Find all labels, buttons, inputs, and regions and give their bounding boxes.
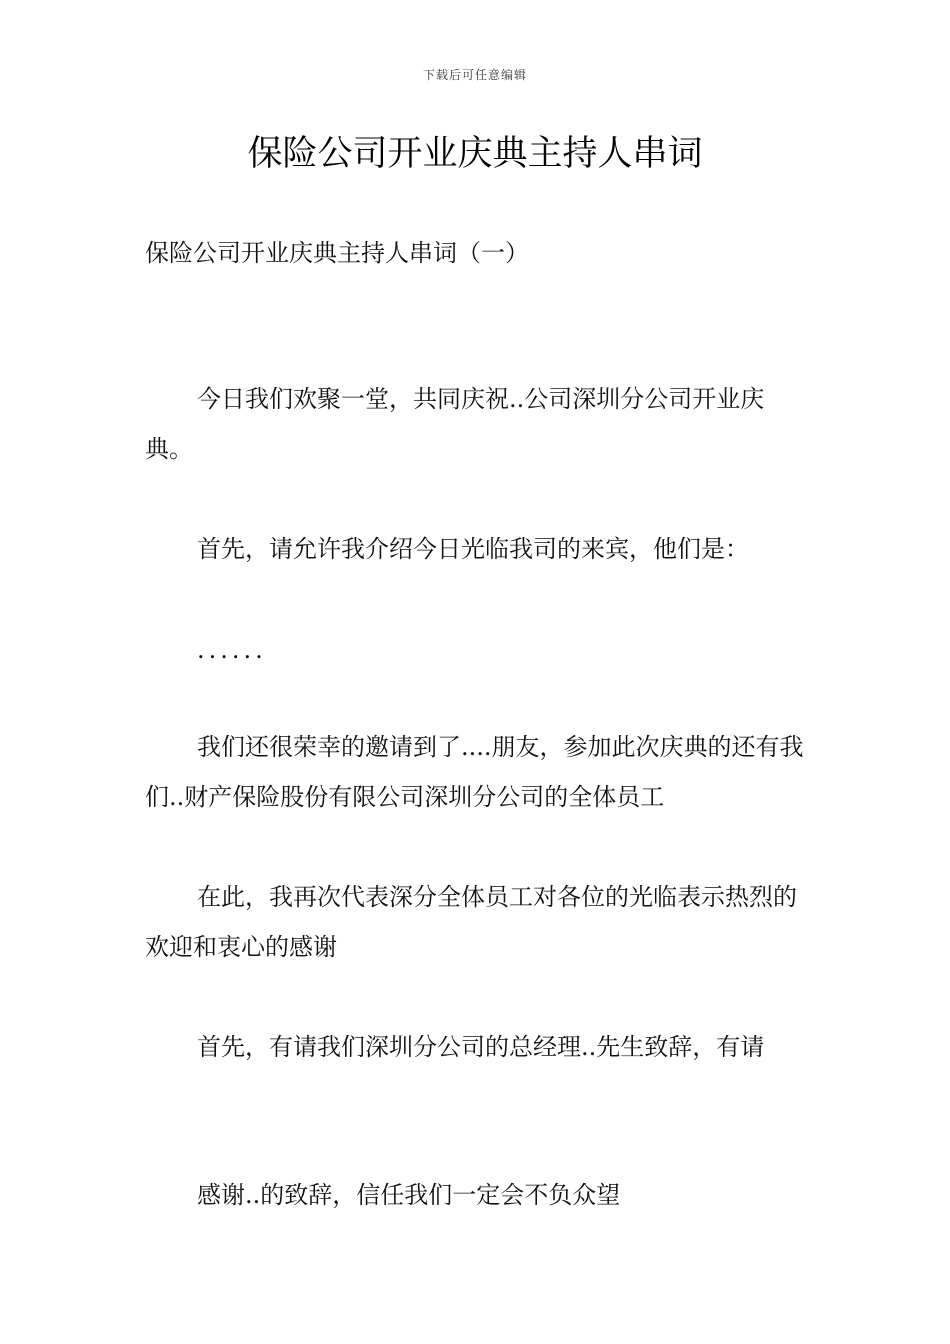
- paragraph-opening: 今日我们欢聚一堂，共同庆祝..公司深圳分公司开业庆典。: [145, 385, 765, 463]
- paragraph-ellipsis: ......: [197, 636, 267, 664]
- paragraph-invited-friends: 我们还很荣幸的邀请到了....朋友，参加此次庆典的还有我们..财产保险股份有限公司深圳分公司的全体员工: [145, 733, 804, 811]
- document-subtitle: 保险公司开业庆典主持人串词（一）: [145, 239, 529, 267]
- paragraph-manager-speech: 首先，有请我们深圳分公司的总经理..先生致辞，有请: [197, 1033, 765, 1061]
- document-title: 保险公司开业庆典主持人串词: [247, 134, 703, 174]
- paragraph-guest-intro: 首先，请允许我介绍今日光临我司的来宾，他们是：: [197, 535, 749, 563]
- header-note: 下载后可任意编辑: [422, 68, 527, 82]
- paragraph-closing-thanks: 感谢..的致辞，信任我们一定会不负众望: [197, 1181, 621, 1209]
- paragraph-welcome-thanks: 在此，我再次代表深分全体员工对各位的光临表示热烈的欢迎和衷心的感谢: [145, 883, 797, 961]
